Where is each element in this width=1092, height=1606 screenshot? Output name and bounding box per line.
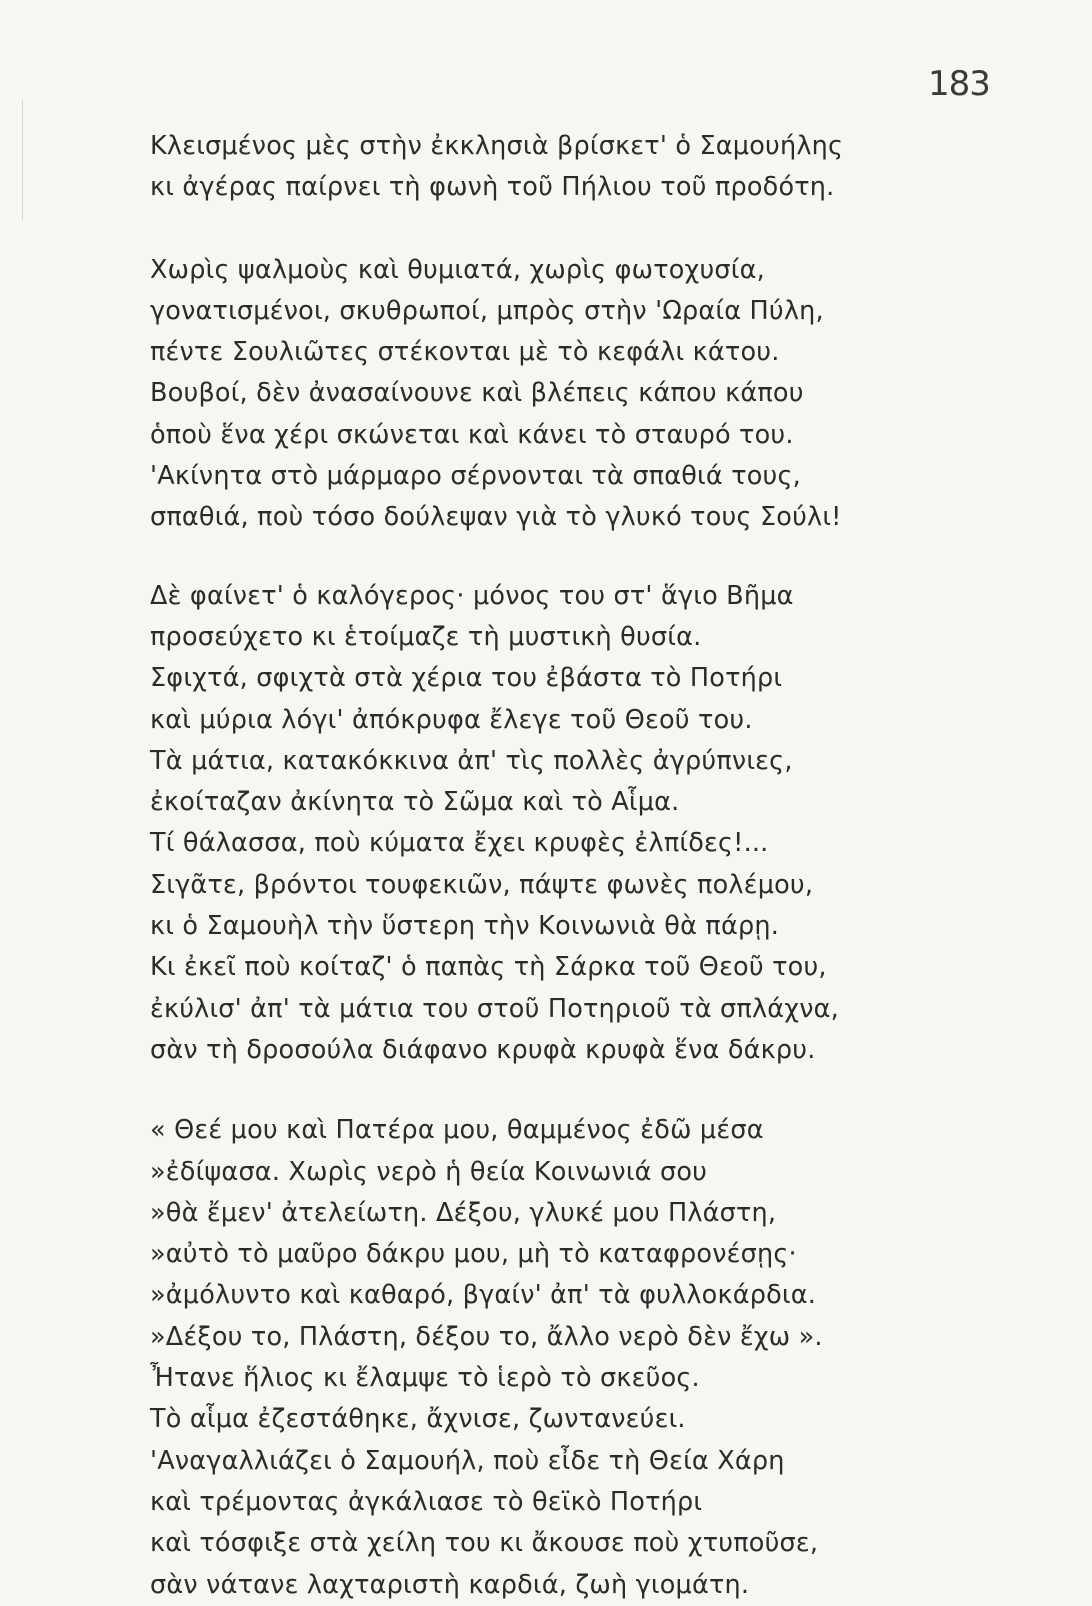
poem-line: Χωρὶς ψαλμοὺς καὶ θυμιατά, χωρὶς φωτοχυσία, [150,254,765,285]
poem-line: Ἦτανε ἥλιος κι ἔλαμψε τὸ ἱερὸ τὸ σκεῦος. [150,1363,700,1394]
poem-line: Τὸ αἷμα ἐζεστάθηκε, ἄχνισε, ζωντανεύει. [150,1404,686,1435]
poem-line: »Δέξου το, Πλάστη, δέξου το, ἄλλο νερὸ δὲν ἔχω ». [150,1321,823,1352]
poem-body [150,126,1050,1606]
poem-line: πέντε Σουλιῶτες στέκονται μὲ τὸ κεφάλι κάτου. [150,337,780,368]
poem-line: Τί θάλασσα, ποὺ κύματα ἔχει κρυφὲς ἐλπίδες!... [150,828,769,859]
poem-line: Σιγᾶτε, βρόντοι τουφεκιῶν, πάψτε φωνὲς πολέμου, [150,869,814,900]
poem-line: καὶ μύρια λόγι' ἀπόκρυφα ἔλεγε τοῦ Θεοῦ του. [150,704,753,735]
poem-line: »θὰ ἔμεν' ἀτελείωτη. Δέξου, γλυκέ μου Πλάστη, [150,1197,777,1228]
poem-line: »ἐδίψασα. Χωρὶς νερὸ ἡ θεία Κοινωνιά σου [150,1156,708,1187]
poem-line: Σφιχτά, σφιχτὰ στὰ χέρια του ἐβάστα τὸ Ποτήρι [150,663,783,694]
stanza-1 [150,126,1050,209]
poem-line: καὶ τόσφιξε στὰ χείλη του κι ἄκουσε ποὺ χτυποῦσε, [150,1528,819,1559]
scan-edge-mark [22,100,23,220]
poem-line: σπαθιά, ποὺ τόσο δούλεψαν γιὰ τὸ γλυκό τους Σούλι! [150,502,842,533]
poem-line: Βουβοί, δὲν ἀνασαίνουνε καὶ βλέπεις κάπου κάπου [150,378,804,409]
poem-line: »ἀμόλυντο καὶ καθαρό, βγαίν' ἀπ' τὰ φυλλοκάρδια. [150,1280,817,1311]
poem-line: σὰν νάτανε λαχταριστὴ καρδιά, ζωὴ γιομάτη. [150,1569,750,1600]
poem-line: Κι ἐκεῖ ποὺ κοίταζ' ὁ παπὰς τὴ Σάρκα τοῦ Θεοῦ του, [150,952,827,983]
poem-line: σὰν τὴ δροσούλα διάφανο κρυφὰ κρυφὰ ἕνα δάκρυ. [150,1034,816,1065]
poem-line: κι ἀγέρας παίρνει τὴ φωνὴ τοῦ Πήλιου τοῦ προδότη. [150,172,835,203]
poem-line: Δὲ φαίνετ' ὁ καλόγερος· μόνος του στ' ἅγιο Βῆμα [150,580,794,611]
poem-line: 'Αναγαλλιάζει ὁ Σαμουήλ, ποὺ εἶδε τὴ Θεία Χάρη [150,1445,785,1476]
stanza-2 [150,250,1050,539]
poem-line: κι ὁ Σαμουὴλ τὴν ὕστερη τὴν Κοινωνιὰ θὰ πάρῃ. [150,911,780,942]
poem-line: προσεύχετο κι ἑτοίμαζε τὴ μυστικὴ θυσία. [150,621,702,652]
poem-line: καὶ τρέμοντας ἀγκάλιασε τὸ θεϊκὸ Ποτήρι [150,1486,703,1517]
poem-line: ἐκοίταζαν ἀκίνητα τὸ Σῶμα καὶ τὸ Αἷμα. [150,787,680,818]
page-number: 183 [928,64,990,104]
poem-line: ὁποὺ ἕνα χέρι σκώνεται καὶ κάνει τὸ σταυρό του. [150,419,794,450]
poem-line: Κλεισμένος μὲς στὴν ἐκκλησιὰ βρίσκετ' ὁ Σαμουήλης [150,131,844,161]
stanza-3 [150,576,1050,1072]
poem-line: »αὐτὸ τὸ μαῦρο δάκρυ μου, μὴ τὸ καταφρονέσῃς· [150,1239,797,1270]
poem-line: 'Ακίνητα στὸ μάρμαρο σέρνονται τὰ σπαθιά τους, [150,461,801,492]
poem-line: ἐκύλισ' ἀπ' τὰ μάτια του στοῦ Ποτηριοῦ τὰ σπλάχνα, [150,993,839,1024]
poem-line: γονατισμένοι, σκυθρωποί, μπρὸς στὴν 'Ωραία Πύλη, [150,295,824,326]
poem-line: « Θεέ μου καὶ Πατέρα μου, θαμμένος ἐδῶ μέσα [150,1115,764,1146]
poem-line: Τὰ μάτια, κατακόκκινα ἀπ' τὶς πολλὲς ἀγρύπνιες, [150,745,793,776]
stanza-4 [150,1110,1050,1606]
